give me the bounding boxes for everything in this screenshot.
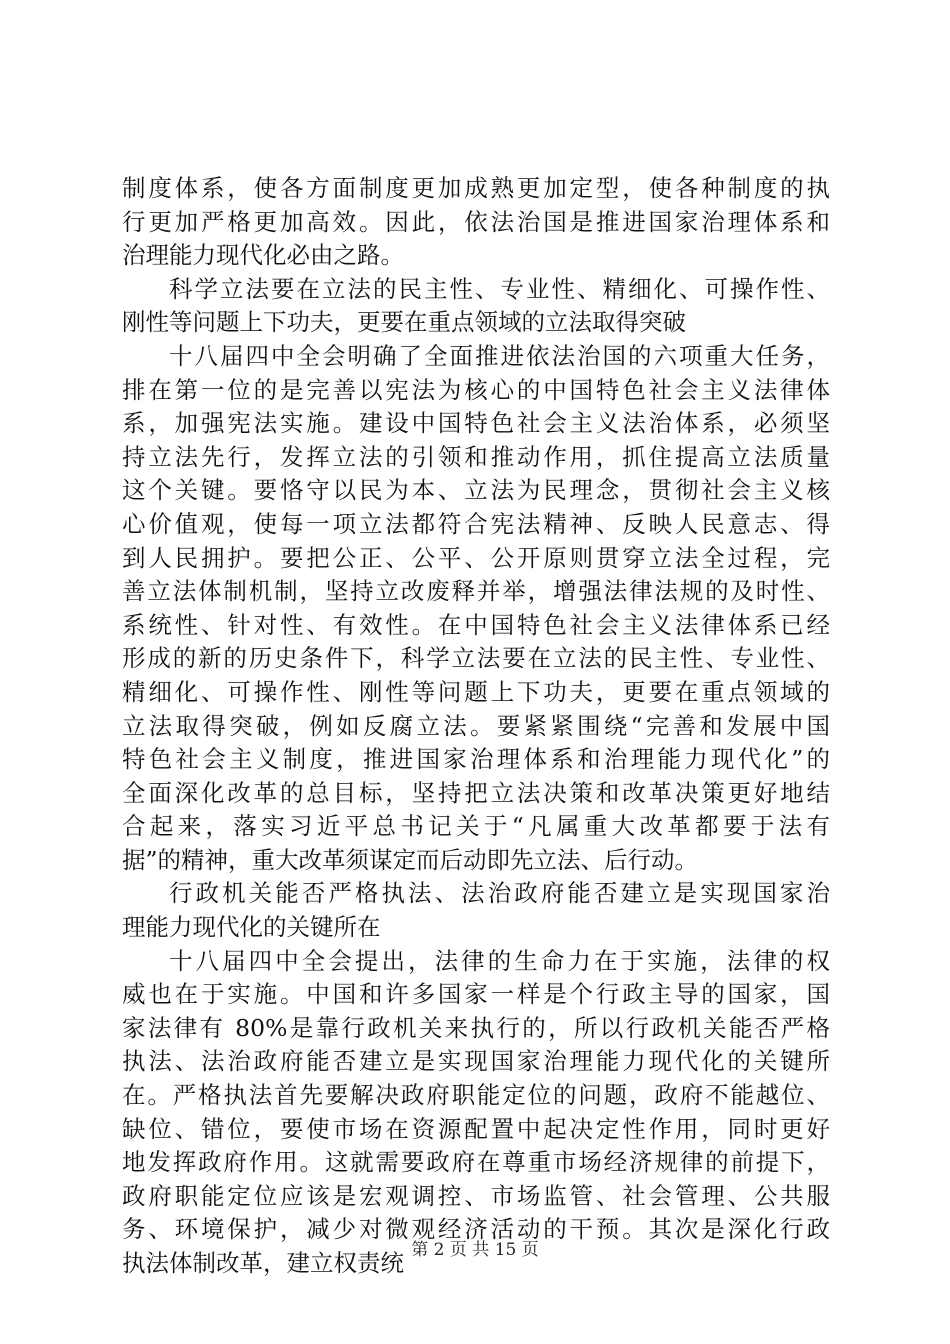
text-line: 这个关键。要恪守以民为本、立法为民理念，贯彻社会主义核 <box>122 476 830 505</box>
text-line: 执法体制改革，建立权责统 <box>122 1249 404 1277</box>
text-line: 系统性、针对性、有效性。在中国特色社会主义法律体系已经 <box>122 610 830 639</box>
section-heading-legislation <box>122 273 830 340</box>
document-body <box>122 172 830 1281</box>
section-heading-administration <box>122 877 830 944</box>
text-line: 政府职能定位应该是宏观调控、市场监管、社会管理、公共服 <box>122 1181 830 1210</box>
page-number-footer: 第 2 页 共 15 页 <box>411 1240 539 1260</box>
paragraph-administration <box>122 945 830 1281</box>
text-line: 全面深化改革的总目标，坚持把立法决策和改革决策更好地结 <box>122 778 830 807</box>
text-line: 系，加强宪法实施。建设中国特色社会主义法治体系，必须坚 <box>122 409 830 438</box>
text-line: 制度体系，使各方面制度更加成熟更加定型，使各种制度的执 <box>122 174 830 202</box>
text-line: 务、环境保护，减少对微观经济活动的干预。其次是深化行政 <box>122 1215 830 1244</box>
text-line: 排在第一位的是完善以宪法为核心的中国特色社会主义法律体 <box>122 375 830 404</box>
text-line: 在。严格执法首先要解决政府职能定位的问题，政府不能越位、 <box>122 1081 830 1110</box>
text-line: 十八届四中全会明确了全面推进依法治国的六项重大任务， <box>169 341 830 370</box>
text-line: 形成的新的历史条件下，科学立法要在立法的民主性、专业性、 <box>122 644 830 673</box>
text-line: 精细化、可操作性、刚性等问题上下功夫，更要在重点领域的 <box>122 677 830 706</box>
text-line: 十八届四中全会提出，法律的生命力在于实施，法律的权 <box>169 946 830 975</box>
text-line: 刚性等问题上下功夫，更要在重点领域的立法取得突破 <box>122 308 686 337</box>
text-line: 地发挥政府作用。这就需要政府在尊重市场经济规律的前提下， <box>122 1148 830 1177</box>
text-line: 立法取得突破，例如反腐立法。要紧紧围绕“完善和发展中国 <box>122 711 830 740</box>
text-line: 特色社会主义制度，推进国家治理体系和治理能力现代化”的 <box>122 745 830 774</box>
text-line: 缺位、错位，要使市场在资源配置中起决定性作用，同时更好 <box>122 1114 830 1143</box>
text-line: 持立法先行，发挥立法的引领和推动作用，抓住提高立法质量 <box>122 442 830 471</box>
text-line: 心价值观，使每一项立法都符合宪法精神、反映人民意志、得 <box>122 509 830 538</box>
text-line: 治理能力现代化必由之路。 <box>122 241 404 270</box>
text-line: 科学立法要在立法的民主性、专业性、精细化、可操作性、 <box>169 274 830 303</box>
text-line: 到人民拥护。要把公正、公平、公开原则贯穿立法全过程，完 <box>122 543 830 572</box>
text-line: 善立法体制机制，坚持立改废释并举，增强法律法规的及时性、 <box>122 577 830 606</box>
text-line: 威也在于实施。中国和许多国家一样是个行政主导的国家，国 <box>122 980 830 1009</box>
text-line: 据”的精神，重大改革须谋定而后动即先立法、后行动。 <box>122 845 699 874</box>
text-line: 行政机关能否严格执法、法治政府能否建立是实现国家治 <box>169 879 830 908</box>
paragraph-legislation <box>122 340 830 878</box>
paragraph-continuation <box>122 172 830 273</box>
text-line: 执法、法治政府能否建立是实现国家治理能力现代化的关键所 <box>122 1047 830 1076</box>
text-line: 家法律有 80%是靠行政机关来执行的，所以行政机关能否严格 <box>122 1013 830 1042</box>
text-line: 行更加严格更加高效。因此，依法治国是推进国家治理体系和 <box>122 207 830 236</box>
text-line: 合起来，落实习近平总书记关于“凡属重大改革都要于法有 <box>122 812 830 841</box>
text-line: 理能力现代化的关键所在 <box>122 913 381 942</box>
